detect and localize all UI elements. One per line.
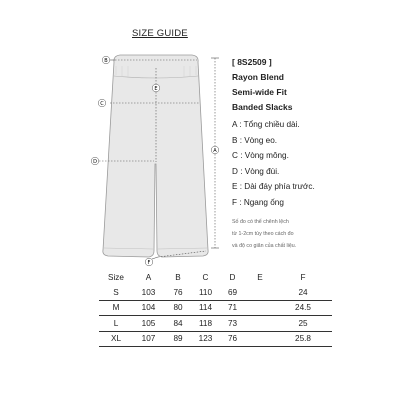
table-cell: 25 [274, 316, 332, 332]
table-cell: 89 [164, 331, 192, 347]
table-cell: 76 [219, 331, 246, 347]
table-row [99, 316, 332, 332]
product-name-line2: Semi-wide Fit [232, 87, 287, 97]
size-cell: S [99, 285, 133, 300]
product-name-line3: Banded Slacks [232, 102, 293, 112]
size-cell: XL [99, 331, 133, 347]
marker-e-label: E [154, 85, 158, 92]
legend-item: C : Vòng mông. [232, 151, 289, 160]
header-c: C [202, 272, 209, 282]
product-info [232, 55, 292, 115]
table-cell: 76 [164, 285, 192, 300]
table-cell: 123 [192, 331, 219, 347]
measurement-note [232, 216, 296, 252]
table-cell: 69 [219, 285, 246, 300]
table-cell: 118 [192, 316, 219, 332]
table-cell: 105 [133, 316, 164, 332]
header-b: B [175, 272, 181, 282]
header-size: Size [108, 272, 124, 282]
marker-b-label: B [104, 57, 108, 64]
measurement-legend [232, 117, 315, 210]
table-header-row [99, 269, 332, 285]
table-cell: 71 [219, 300, 246, 316]
header-a: A [145, 272, 152, 282]
table-cell: 80 [164, 300, 192, 316]
marker-c-label: C [100, 100, 104, 107]
marker-f-label: F [147, 259, 151, 266]
table-cell: 25.8 [274, 331, 332, 347]
legend-item: F : Ngang ống [232, 197, 284, 207]
legend-item: B : Vòng eo. [232, 135, 278, 145]
note-line: từ 1-2cm tùy theo cách đo [232, 231, 294, 237]
table-cell: 103 [133, 285, 164, 300]
table-row [99, 285, 332, 300]
legend-item: E : Dài đáy phía trước. [232, 182, 315, 191]
header-e: E [257, 272, 263, 282]
legend-item: A : Tổng chiều dài. [232, 120, 300, 129]
table-cell: 84 [164, 316, 192, 332]
table-cell [246, 300, 274, 316]
table-cell [246, 316, 274, 332]
size-table [99, 269, 332, 347]
header-d: D [229, 272, 236, 282]
note-line: Số đo có thể chênh lệch [232, 219, 289, 225]
table-cell: 73 [219, 316, 246, 332]
table-cell: 114 [192, 300, 219, 316]
table-cell [246, 285, 274, 300]
legend-item: D : Vòng đùi. [232, 166, 280, 176]
table-row [99, 331, 332, 347]
marker-a-label: A [213, 147, 217, 154]
table-cell: 24.5 [274, 300, 332, 316]
table-row [99, 300, 332, 316]
product-name-line1: Rayon Blend [232, 72, 284, 82]
table-cell: 24 [274, 285, 332, 300]
table-cell [246, 331, 274, 347]
size-cell: M [99, 300, 133, 316]
note-line: và độ co giãn của chất liệu. [232, 243, 297, 249]
marker-d-label: D [93, 158, 97, 165]
table-cell: 104 [133, 300, 164, 316]
size-cell: L [99, 316, 133, 332]
product-code: [ 8S2509 ] [232, 57, 272, 67]
table-cell: 110 [192, 285, 219, 300]
header-f: F [300, 272, 306, 282]
measure-f-leader [152, 257, 158, 259]
table-cell: 107 [133, 331, 164, 347]
page-title: SIZE GUIDE [132, 28, 188, 39]
